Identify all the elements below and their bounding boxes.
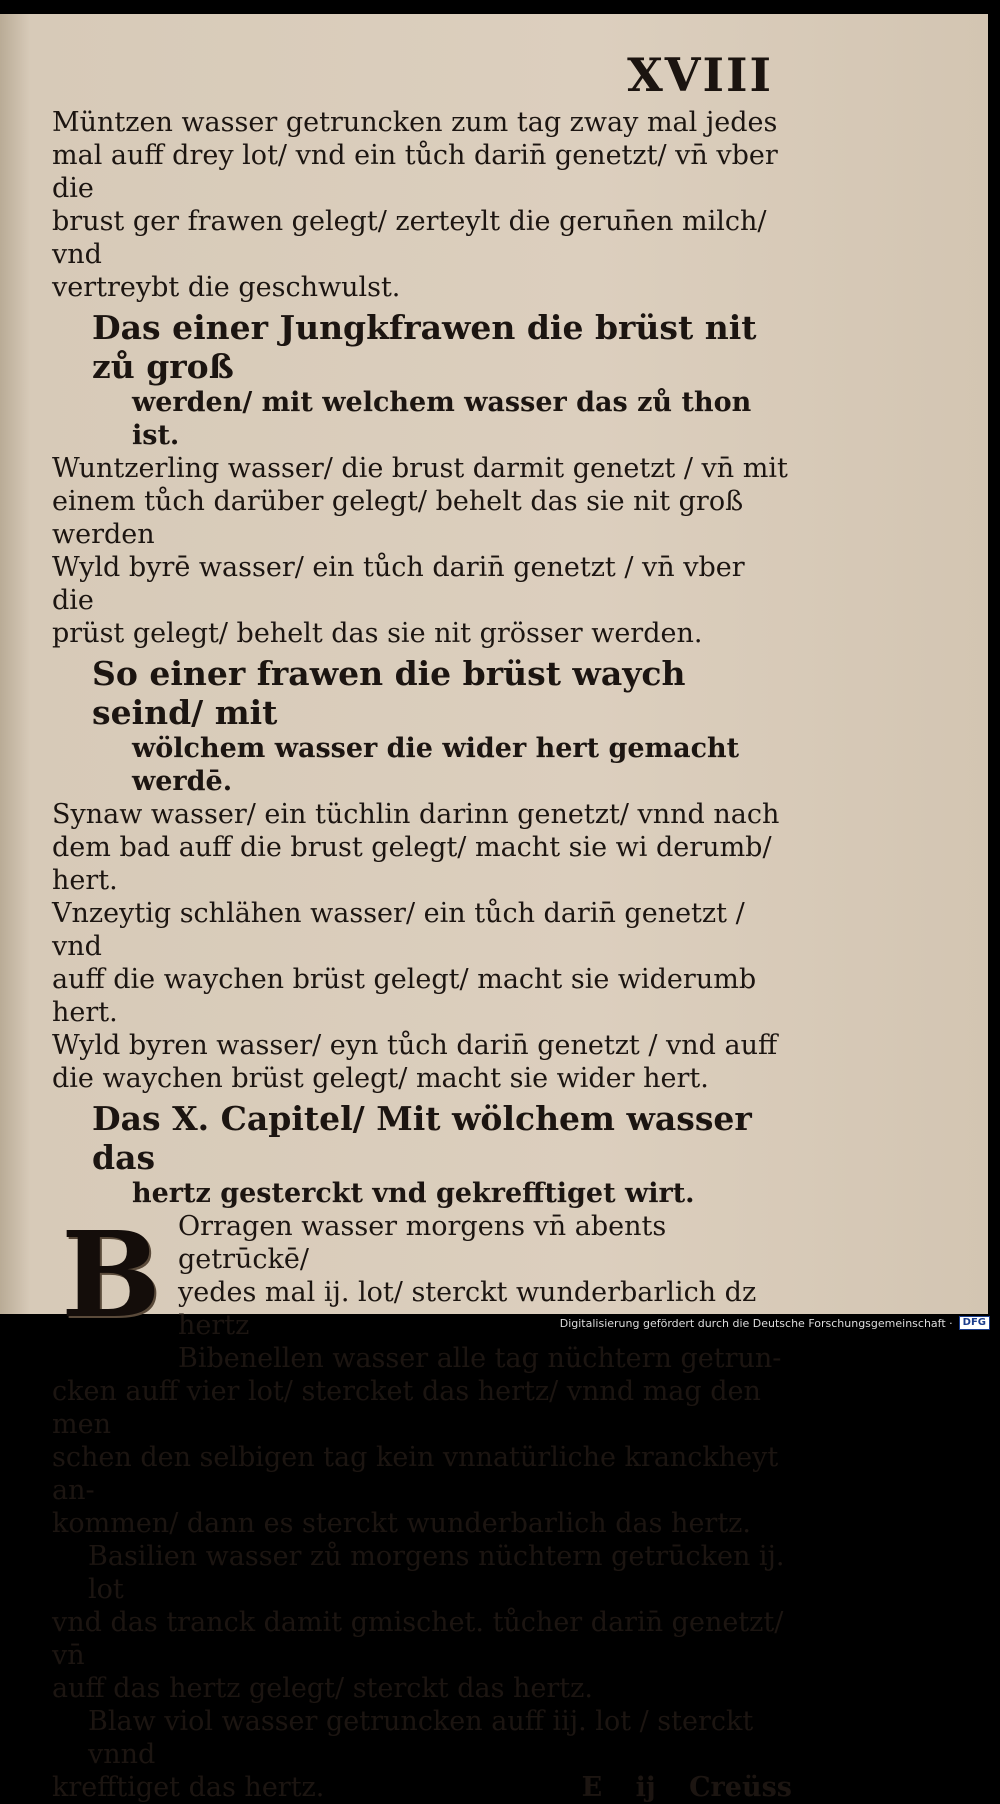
chapter-heading: Das einer Jungkfrawen die brüst nit zů groß: [92, 308, 757, 386]
text-line: Synaw wasser/ ein tüchlin darinn genetzt/ vnnd nach: [52, 799, 780, 830]
text-line: die waychen brüst gelegt/ macht sie wider hert.: [52, 1063, 709, 1094]
text-line: auff das hertz gelegt/ sterckt das hertz.: [52, 1673, 593, 1704]
text-line: Wyld byren wasser/ eyn tůch darin̄ genetzt / vnd auff: [52, 1030, 778, 1061]
text-line: vertreybt die geschwulst.: [52, 272, 401, 303]
text-line: Wyld byrē wasser/ ein tůch darin̄ genetzt / vn̄ vber die: [52, 552, 745, 616]
catchword: Creüss: [689, 1772, 792, 1803]
text-line: Müntzen wasser getruncken zum tag zway mal jedes: [52, 107, 778, 138]
text-line: Bibenellen wasser alle tag nüchtern getrun-: [178, 1343, 782, 1374]
text-line: schen den selbigen tag kein vnnatürliche kranckheyt an-: [52, 1442, 779, 1506]
chapter-heading: Das X. Capitel/ Mit wölchem wasser das: [92, 1099, 752, 1177]
text-line: einem tůch darüber gelegt/ behelt das sie nit groß werden: [52, 486, 744, 550]
text-line: vnd das tranck damit gmischet. tůcher darin̄ genetzt/ vn̄: [52, 1607, 784, 1671]
credit-text: Digitalisierung gefördert durch die Deutsche Forschungsgemeinschaft ·: [559, 1316, 953, 1330]
heading-continuation: hertz gesterckt vnd gekrefftiget wirt.: [132, 1178, 695, 1209]
signature-number: ij: [635, 1772, 656, 1803]
text-line: dem bad auff die brust gelegt/ macht sie wi derumb/ hert.: [52, 832, 772, 896]
text-line: mal auff drey lot/ vnd ein tůch darin̄ genetzt/ vn̄ vber die: [52, 140, 778, 204]
text-line: Vnzeytig schlähen wasser/ ein tůch darin̄ genetzt / vnd: [52, 898, 745, 962]
decorated-initial: B: [61, 1204, 161, 1344]
text-line: Orragen wasser morgens vn̄ abents getrūckē/: [178, 1211, 667, 1275]
text-line: prüst gelegt/ behelt das sie nit grösser werden.: [52, 618, 703, 649]
folio-number: XVIII: [627, 48, 773, 102]
signature-mark: [558, 1771, 792, 1804]
text-line: auff die waychen brüst gelegt/ macht sie widerumb hert.: [52, 964, 757, 1028]
text-line: kommen/ dann es sterckt wunderbarlich das hertz.: [52, 1508, 751, 1539]
heading-continuation: wölchem wasser die wider hert gemacht werdē.: [132, 733, 740, 797]
text-line: Wuntzerling wasser/ die brust darmit genetzt / vn̄ mit: [52, 453, 788, 484]
page-footer: [52, 1771, 792, 1804]
paragraph-list: [52, 106, 792, 1210]
heading-continuation: werden/ mit welchem wasser das zů thon ist.: [132, 387, 752, 451]
dropcap-paragraph: [52, 1204, 792, 1375]
text-line: yedes mal ij. lot/ sterckt wunderbarlich dz hertz: [178, 1277, 757, 1341]
signature-letter: E: [581, 1772, 603, 1803]
last-text-line: krefftiget das hertz.: [52, 1772, 325, 1803]
chapter-heading: So einer frawen die brüst waych seind/ mit: [92, 654, 686, 732]
text-line: brust ger frawen gelegt/ zerteylt die gerun̄en milch/ vnd: [52, 206, 767, 270]
text-line: Blaw viol wasser getruncken auff iij. lot / sterckt vnnd: [88, 1706, 754, 1770]
page-text: [52, 106, 792, 1804]
dfg-logo: DFG: [959, 1316, 990, 1330]
text-line: cken auff vier lot/ stercket das hertz/ vnnd mag den men: [52, 1376, 761, 1440]
digitization-credit: [560, 1316, 990, 1330]
text-line: Basilien wasser zů morgens nüchtern getrūcken ij. lot: [88, 1541, 785, 1605]
